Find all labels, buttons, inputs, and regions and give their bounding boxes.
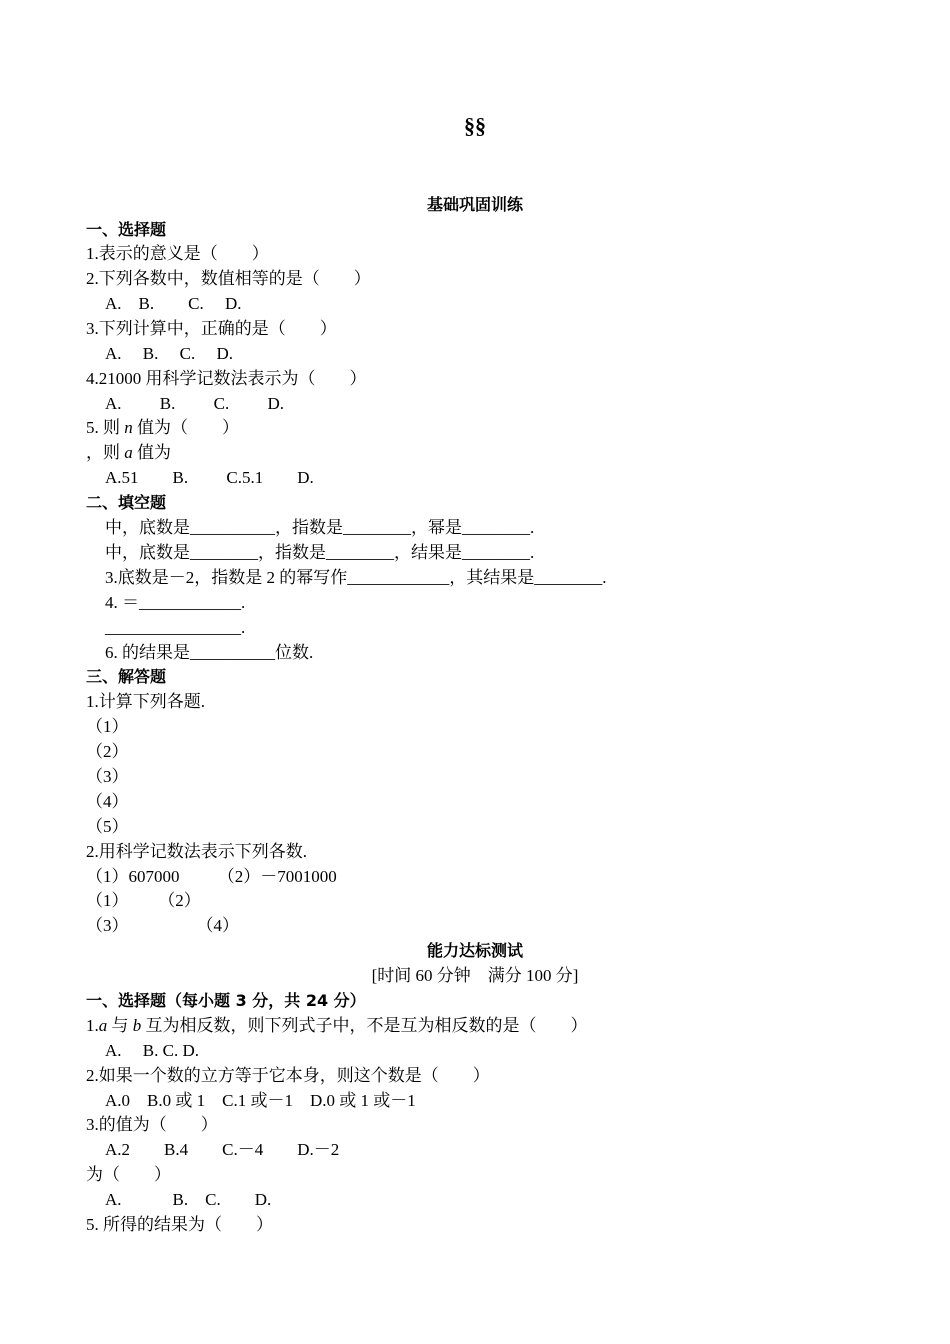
heading-multiple-choice: 一、选择题 [86, 220, 167, 239]
test-question-1-pre: 1. [86, 1016, 99, 1035]
fill-4: 4. ＝____________. [105, 593, 246, 612]
test-question-1-mid: 与 [107, 1016, 133, 1035]
test-question-1-post: 互为相反数，则下列式子中，不是互为相反数的是（ ） [141, 1016, 588, 1035]
test-question-1 [86, 1016, 588, 1036]
test-question-3-options: A.2 B.4 C.－4 D.－2 [105, 1140, 340, 1159]
question-5-options: A.51 B. C.5.1 D. [105, 468, 314, 487]
test-question-2-options: A.0 B.0 或 1 C.1 或－1 D.0 或 1 或－1 [105, 1091, 416, 1110]
test-question-1-var-b: b [132, 1016, 142, 1035]
question-5-text-a: 5. 则 [86, 418, 125, 437]
question-5b-variable: a [124, 443, 133, 462]
fill-1: 中，底数是__________，指数是________，幂是________. [105, 518, 535, 537]
question-1: 1.表示的意义是（ ） [86, 244, 269, 263]
question-5-variable: n [124, 418, 133, 437]
answer-2-line-1: （1）607000 （2）－7001000 [86, 867, 337, 886]
fill-3: 3.底数是－2，指数是 2 的幂写作____________，其结果是________. [105, 568, 607, 587]
answer-2-line-3: （3） （4） [86, 916, 239, 935]
test-question-1-var-a: a [98, 1016, 108, 1035]
page-header: §§ [464, 113, 486, 138]
test-question-2: 2.如果一个数的立方等于它本身，则这个数是（ ） [86, 1066, 490, 1085]
test-question-3: 3.的值为（ ） [86, 1115, 218, 1134]
heading-fill-blank: 二、填空题 [86, 493, 167, 512]
answer-1: 1.计算下列各题. [86, 692, 205, 711]
question-5-part-b [86, 443, 171, 463]
section-title-basic: 基础巩固训练 [426, 195, 523, 214]
answer-1-sub-4: （4） [86, 792, 129, 811]
fill-6: 6. 的结果是__________位数. [105, 643, 314, 662]
answer-1-sub-5: （5） [86, 817, 129, 836]
question-5b-text-b: 值为 [132, 443, 171, 462]
section-title-ability: 能力达标测试 [426, 941, 523, 960]
answer-1-sub-1: （1） [86, 717, 129, 736]
test-question-5: 5. 所得的结果为（ ） [86, 1215, 273, 1234]
section-subtitle: [时间 60 分钟 满分 100 分] [371, 966, 579, 985]
test-question-4: 为（ ） [86, 1165, 171, 1184]
question-5 [86, 418, 239, 438]
question-4: 4.21000 用科学记数法表示为（ ） [86, 369, 367, 388]
question-2-options: A. B. C. D. [105, 294, 242, 313]
fill-5: ________________. [105, 618, 246, 637]
heading-answer: 三、解答题 [86, 667, 167, 686]
question-4-options: A. B. C. D. [105, 394, 284, 413]
test-question-1-options: A. B. C. D. [105, 1041, 199, 1060]
answer-2-line-2: （1） （2） [86, 891, 201, 910]
heading-multiple-choice-2: 一、选择题（每小题 3 分，共 24 分） [86, 991, 366, 1010]
question-2: 2.下列各数中，数值相等的是（ ） [86, 269, 371, 288]
answer-1-sub-2: （2） [86, 742, 129, 761]
question-3-options: A. B. C. D. [105, 344, 233, 363]
question-5b-text-a: ，则 [86, 443, 125, 462]
question-5-text-b: 值为（ ） [132, 418, 239, 437]
answer-1-sub-3: （3） [86, 767, 129, 786]
fill-2: 中，底数是________，指数是________，结果是________. [105, 543, 535, 562]
question-3: 3.下列计算中，正确的是（ ） [86, 319, 337, 338]
answer-2: 2.用科学记数法表示下列各数. [86, 842, 307, 861]
test-question-4-options: A. B. C. D. [105, 1190, 272, 1209]
